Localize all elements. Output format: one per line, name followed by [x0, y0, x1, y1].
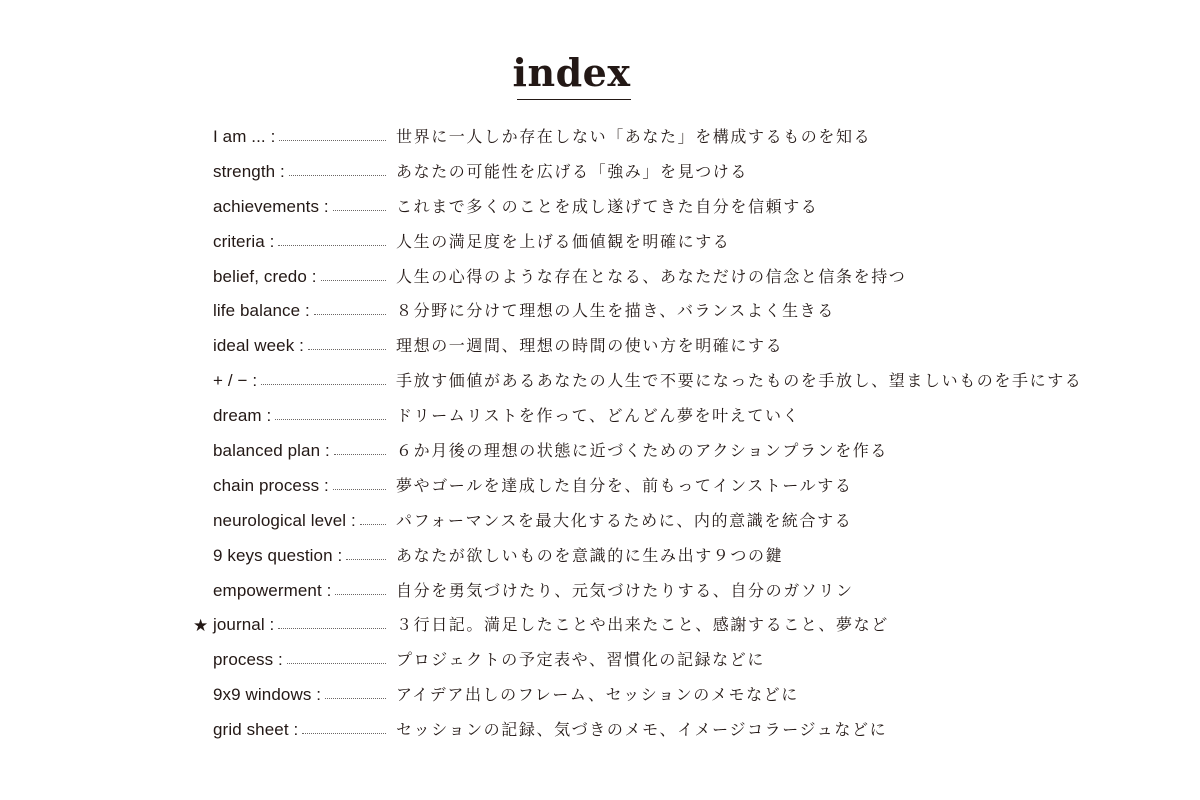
index-row — [0, 642, 1200, 677]
index-description: 理想の一週間、理想の時間の使い方を明確にする — [396, 336, 784, 356]
dotted-leader — [278, 245, 386, 246]
index-description: 手放す価値があるあなたの人生で不要になったものを手放し、望ましいものを手にする — [396, 371, 1083, 391]
index-label: + / − : — [213, 371, 258, 391]
dotted-leader — [278, 628, 386, 629]
index-row — [0, 398, 1200, 433]
index-label: chain process : — [213, 475, 329, 495]
dotted-leader — [275, 419, 386, 420]
index-row — [0, 433, 1200, 468]
title-underline — [517, 99, 631, 100]
index-label: process : — [213, 650, 283, 670]
star-icon: ★ — [193, 616, 209, 637]
index-row — [0, 189, 1200, 224]
index-description: 世界に一人しか存在しない「あなた」を構成するものを知る — [396, 127, 872, 146]
dotted-leader — [333, 210, 386, 211]
index-row — [0, 363, 1200, 398]
index-row — [0, 712, 1200, 747]
dotted-leader — [308, 349, 386, 350]
dotted-leader — [346, 559, 386, 560]
index-description: あなたの可能性を広げる「強み」を見つける — [396, 161, 749, 181]
dotted-leader — [314, 314, 386, 315]
index-description: アイデア出しのフレーム、セッションのメモなどに — [396, 685, 799, 705]
index-row — [0, 224, 1200, 259]
index-label: achievements : — [213, 196, 329, 216]
dotted-leader — [325, 698, 386, 699]
index-row — [0, 573, 1200, 608]
index-label: life balance : — [213, 301, 310, 321]
dotted-leader — [261, 384, 386, 385]
dotted-leader — [289, 175, 386, 176]
index-label: criteria : — [213, 231, 275, 251]
dotted-leader — [302, 733, 386, 734]
index-row — [0, 538, 1200, 573]
index-list — [0, 119, 1200, 747]
index-label: neurological level : — [213, 510, 356, 530]
index-description: ６か月後の理想の状態に近づくためのアクションプランを作る — [396, 441, 889, 461]
index-label: belief, credo : — [213, 266, 317, 286]
index-label: dream : — [213, 406, 272, 426]
index-description: ドリームリストを作って、どんどん夢を叶えていく — [396, 406, 801, 426]
index-row — [0, 468, 1200, 503]
dotted-leader — [360, 524, 386, 525]
index-label: empowerment : — [213, 580, 332, 600]
index-description: ３行日記。満足したことや出来たこと、感謝すること、夢など — [396, 615, 889, 635]
index-label: grid sheet : — [213, 720, 299, 740]
index-row — [0, 154, 1200, 189]
dotted-leader — [287, 663, 386, 664]
page-title: index — [512, 50, 631, 95]
index-row — [0, 293, 1200, 328]
index-label: 9 keys question : — [213, 545, 343, 565]
index-row — [0, 259, 1200, 294]
index-description: プロジェクトの予定表や、習慣化の記録などに — [396, 650, 765, 670]
index-description: 夢やゴールを達成した自分を、前もってインストールする — [396, 475, 853, 495]
dotted-leader — [333, 489, 386, 490]
index-row — [0, 607, 1200, 642]
index-label: strength : — [213, 161, 285, 181]
index-description: 人生の満足度を上げる価値観を明確にする — [396, 231, 731, 251]
index-label: I am ... : — [213, 127, 276, 146]
index-row — [0, 503, 1200, 538]
dotted-leader — [335, 594, 386, 595]
index-description: これまで多くのことを成し遂げてきた自分を信頼する — [396, 196, 819, 216]
index-description: あなたが欲しいものを意識的に生み出す９つの鍵 — [396, 545, 784, 565]
index-label: ideal week : — [213, 336, 304, 356]
index-label: balanced plan : — [213, 441, 330, 461]
index-description: パフォーマンスを最大化するために、内的意識を統合する — [396, 510, 853, 530]
index-label: journal : — [213, 615, 275, 635]
index-description: 人生の心得のような存在となる、あなただけの信念と信条を持つ — [396, 266, 907, 286]
dotted-leader — [334, 454, 386, 455]
index-row — [0, 328, 1200, 363]
index-row — [0, 677, 1200, 712]
index-description: セッションの記録、気づきのメモ、イメージコラージュなどに — [396, 720, 888, 740]
dotted-leader — [279, 140, 386, 141]
index-label: 9x9 windows : — [213, 685, 322, 705]
index-description: ８分野に分けて理想の人生を描き、バランスよく生きる — [396, 301, 835, 321]
index-description: 自分を勇気づけたり、元気づけたりする、自分のガソリン — [396, 580, 854, 600]
index-row — [0, 119, 1200, 154]
dotted-leader — [321, 280, 386, 281]
